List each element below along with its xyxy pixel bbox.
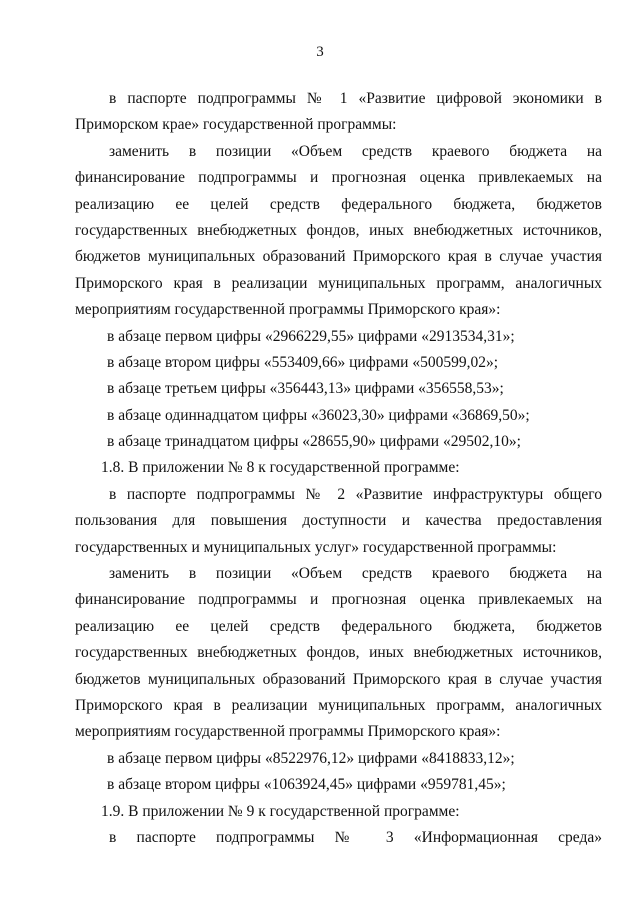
text-line: финансирование подпрограммы и прогнозная оценка привлекаемых на [75, 591, 602, 609]
text-line: в паспорте подпрограммы № 3 «Информационная среда» [109, 828, 602, 846]
text-line: финансирование подпрограммы и прогнозная оценка привлекаемых на [75, 169, 602, 187]
text-line: в абзаце тринадцатом цифры «28655,90» цифрами «29502,10»; [107, 433, 521, 451]
text-line: реализацию ее целей средств федерального бюджета, бюджетов [75, 617, 602, 635]
text-line: пользования для повышения доступности и качества предоставления [75, 512, 602, 530]
section-heading: 1.8. В приложении № 8 к государственной программе: [101, 459, 460, 477]
text-line: Приморском крае» государственной программы: [75, 116, 397, 134]
text-line: в абзаце первом цифры «8522976,12» цифрами «8418833,12»; [107, 749, 515, 767]
text-line: государственных и муниципальных услуг» государственной программы: [75, 538, 557, 556]
text-line: реализацию ее целей средств федерального бюджета, бюджетов [75, 195, 602, 213]
text-line: в абзаце третьем цифры «356443,13» цифрами «356558,53»; [107, 380, 504, 398]
text-line: заменить в позиции «Объем средств краевого бюджета на [109, 142, 602, 160]
text-line: Приморского края в реализации муниципальных программ, аналогичных [75, 696, 602, 714]
text-line: в абзаце втором цифры «1063924,45» цифрами «959781,45»; [107, 776, 506, 794]
text-line: в паспорте подпрограммы № 2 «Развитие инфраструктуры общего [109, 485, 602, 503]
text-line: бюджетов муниципальных образований Приморского края в случае участия [75, 670, 602, 688]
section-heading: 1.9. В приложении № 9 к государственной программе: [101, 802, 460, 820]
text-line: мероприятиям государственной программы Приморского края»: [75, 301, 501, 319]
text-line: мероприятиям государственной программы Приморского края»: [75, 723, 501, 741]
text-line: в паспорте подпрограммы № 1 «Развитие цифровой экономики в [109, 90, 602, 107]
text-line: Приморского края в реализации муниципальных программ, аналогичных [75, 274, 602, 292]
page-number: 3 [316, 44, 324, 60]
text-line: бюджетов муниципальных образований Приморского края в случае участия [75, 248, 602, 266]
document-body [75, 86, 602, 851]
text-line: заменить в позиции «Объем средств краевого бюджета на [109, 565, 602, 583]
text-line: государственных внебюджетных фондов, иных внебюджетных источников, [75, 644, 602, 662]
text-line: в абзаце первом цифры «2966229,55» цифрами «2913534,31»; [107, 327, 515, 345]
text-line: государственных внебюджетных фондов, иных внебюджетных источников, [75, 221, 602, 239]
text-line: в абзаце втором цифры «553409,66» цифрами «500599,02»; [107, 353, 498, 371]
text-line: в абзаце одиннадцатом цифры «36023,30» цифрами «36869,50»; [107, 406, 530, 424]
